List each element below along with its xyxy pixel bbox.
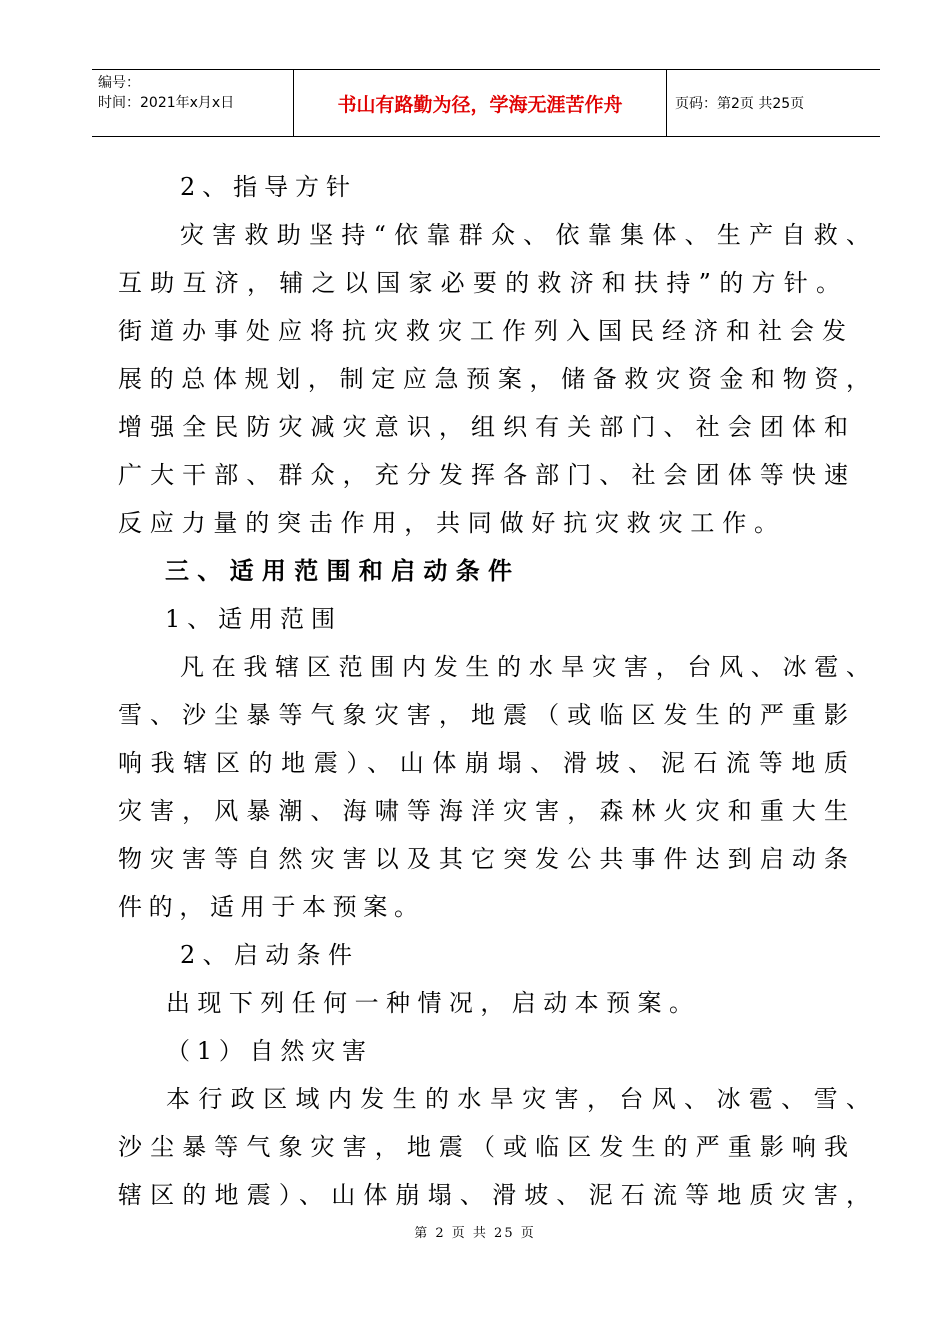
page-footer: 第 2 页 共 25 页 bbox=[414, 1226, 536, 1241]
section-heading: 2、指导方针 bbox=[180, 173, 350, 201]
paragraph-line: 增强全民防灾减灾意识，组织有关部门、社会团体和 bbox=[118, 413, 848, 441]
paragraph-line: 出现下列任何一种情况，启动本预案。 bbox=[166, 989, 693, 1017]
paragraph-line: 街道办事处应将抗灾救灾工作列入国民经济和社会发 bbox=[118, 317, 846, 345]
section-heading: 1、适用范围 bbox=[165, 605, 335, 633]
paragraph-line: 物灾害等自然灾害以及其它突发公共事件达到启动条 bbox=[118, 845, 848, 873]
subsection-heading: （1）自然灾害 bbox=[166, 1037, 366, 1065]
header-motto: 书山有路勤为径，学海无涯苦作舟 bbox=[337, 93, 623, 116]
header-divider bbox=[666, 70, 667, 136]
paragraph-line: 雪、沙尘暴等气象灾害，地震（或临区发生的严重影 bbox=[118, 701, 848, 729]
chapter-heading: 三、适用范围和启动条件 bbox=[165, 557, 512, 585]
paragraph-line: 响我辖区的地震）、山体崩塌、滑坡、泥石流等地质 bbox=[118, 749, 848, 777]
document-number-label: 编号： bbox=[98, 75, 140, 91]
header-meta bbox=[98, 73, 234, 113]
paragraph-line: 本行政区域内发生的水旱灾害，台风、冰雹、雪、 bbox=[166, 1085, 870, 1113]
header-page-info: 页码：第2页 共25页 bbox=[675, 96, 805, 112]
paragraph-line: 辖区的地震）、山体崩塌、滑坡、泥石流等地质灾害， bbox=[118, 1181, 870, 1209]
paragraph-line: 凡在我辖区范围内发生的水旱灾害，台风、冰雹、 bbox=[180, 653, 870, 681]
paragraph-line: 件的，适用于本预案。 bbox=[118, 893, 418, 921]
paragraph-line: 灾害救助坚持“依靠群众、依靠集体、生产自救、 bbox=[180, 221, 870, 249]
paragraph-line: 沙尘暴等气象灾害，地震（或临区发生的严重影响我 bbox=[118, 1133, 848, 1161]
paragraph-line: 反应力量的突击作用，共同做好抗灾救灾工作。 bbox=[118, 509, 778, 537]
page-header bbox=[92, 69, 880, 137]
paragraph-line: 广大干部、群众，充分发挥各部门、社会团体等快速 bbox=[118, 461, 848, 489]
paragraph-line: 互助互济，辅之以国家必要的救济和扶持”的方针。 bbox=[118, 269, 840, 297]
paragraph-line: 展的总体规划，制定应急预案，储备救灾资金和物资， bbox=[118, 365, 870, 393]
section-heading: 2、启动条件 bbox=[180, 941, 352, 969]
document-time-label: 时间：2021年x月x日 bbox=[98, 95, 235, 111]
paragraph-line: 灾害，风暴潮、海啸等海洋灾害，森林火灾和重大生 bbox=[118, 797, 848, 825]
